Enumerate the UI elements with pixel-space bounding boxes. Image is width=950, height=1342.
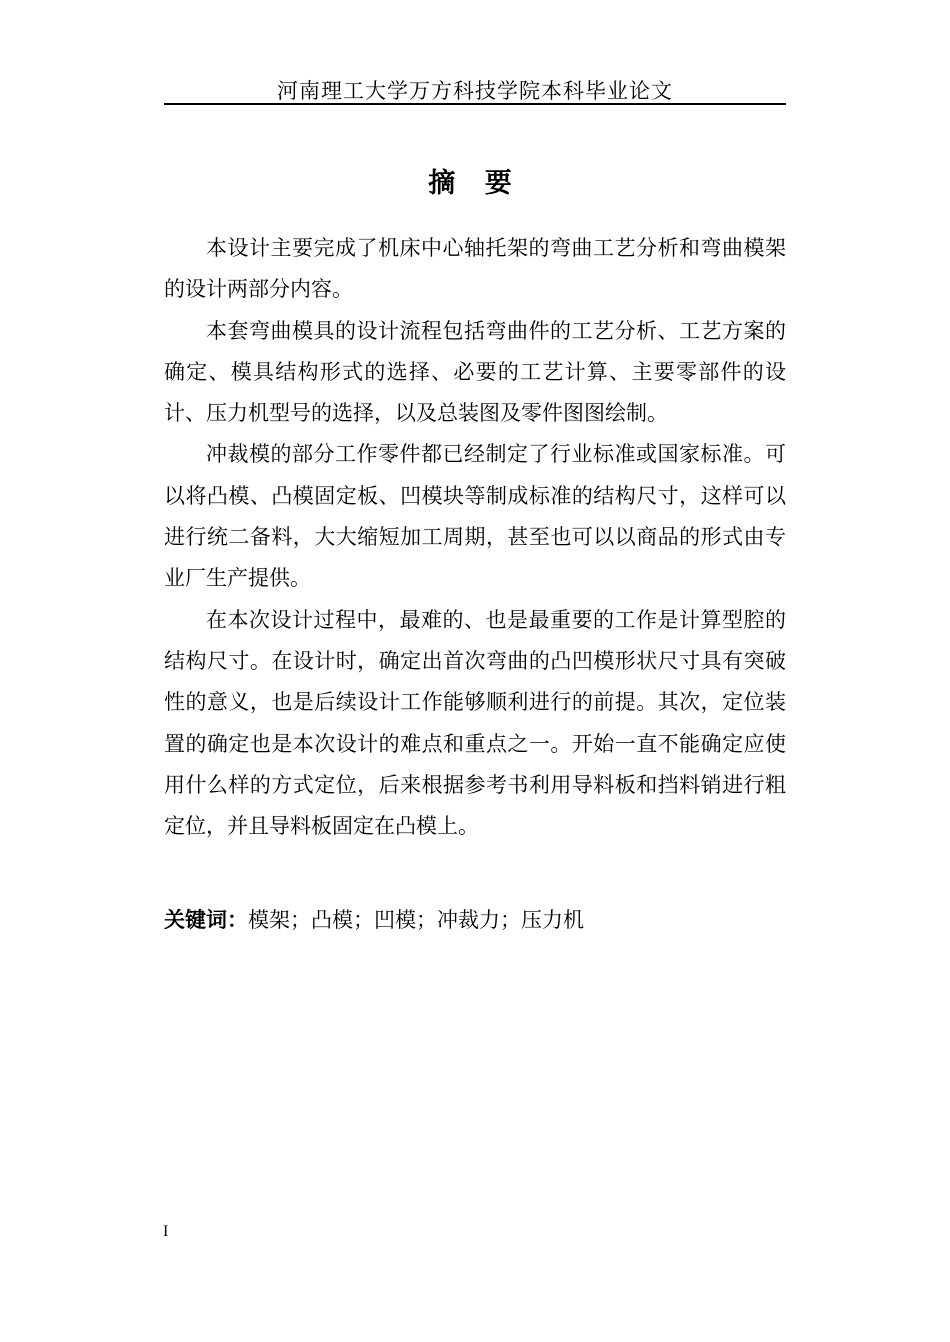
keywords-label: 关键词： bbox=[164, 908, 248, 932]
abstract-paragraph-2: 本套弯曲模具的设计流程包括弯曲件的工艺分析、工艺方案的确定、模具结构形式的选择、必要的工艺计算、主要零部件的设计、压力机型号的选择，以及总装图及零件图图绘制。 bbox=[164, 318, 786, 426]
page-header: 河南理工大学万方科技学院本科毕业论文 bbox=[277, 79, 673, 103]
header-divider bbox=[164, 103, 786, 105]
page-number: I bbox=[163, 1223, 169, 1240]
abstract-title: 摘 要 bbox=[428, 168, 522, 199]
abstract-paragraph-3: 冲裁模的部分工作零件都已经制定了行业标准或国家标准。可以将凸模、凸模固定板、凹模块等制成标准的结构尺寸，这样可以进行统二备料，大大缩短加工周期，甚至也可以以商品的形式由专业厂生产提供。 bbox=[164, 442, 786, 591]
abstract-paragraph-1: 本设计主要完成了机床中心轴托架的弯曲工艺分析和弯曲模架的设计两部分内容。 bbox=[164, 236, 786, 302]
abstract-paragraph-4: 在本次设计过程中，最难的、也是最重要的工作是计算型腔的结构尺寸。在设计时，确定出首次弯曲的凸凹模形状尺寸具有突破性的意义，也是后续设计工作能够顺利进行的前提。其次，定位装置的确定也是本次设计的难点和重点之一。开始一直不能确定应使用什么样的方式定位，后来根据参考书利用导料板和挡料销进行粗定位，并且导料板固定在凸模上。 bbox=[164, 607, 786, 839]
keywords-line bbox=[164, 902, 786, 938]
abstract-body bbox=[164, 228, 786, 847]
keywords-value: 模架；凸模；凹模；冲裁力；压力机 bbox=[248, 908, 584, 932]
